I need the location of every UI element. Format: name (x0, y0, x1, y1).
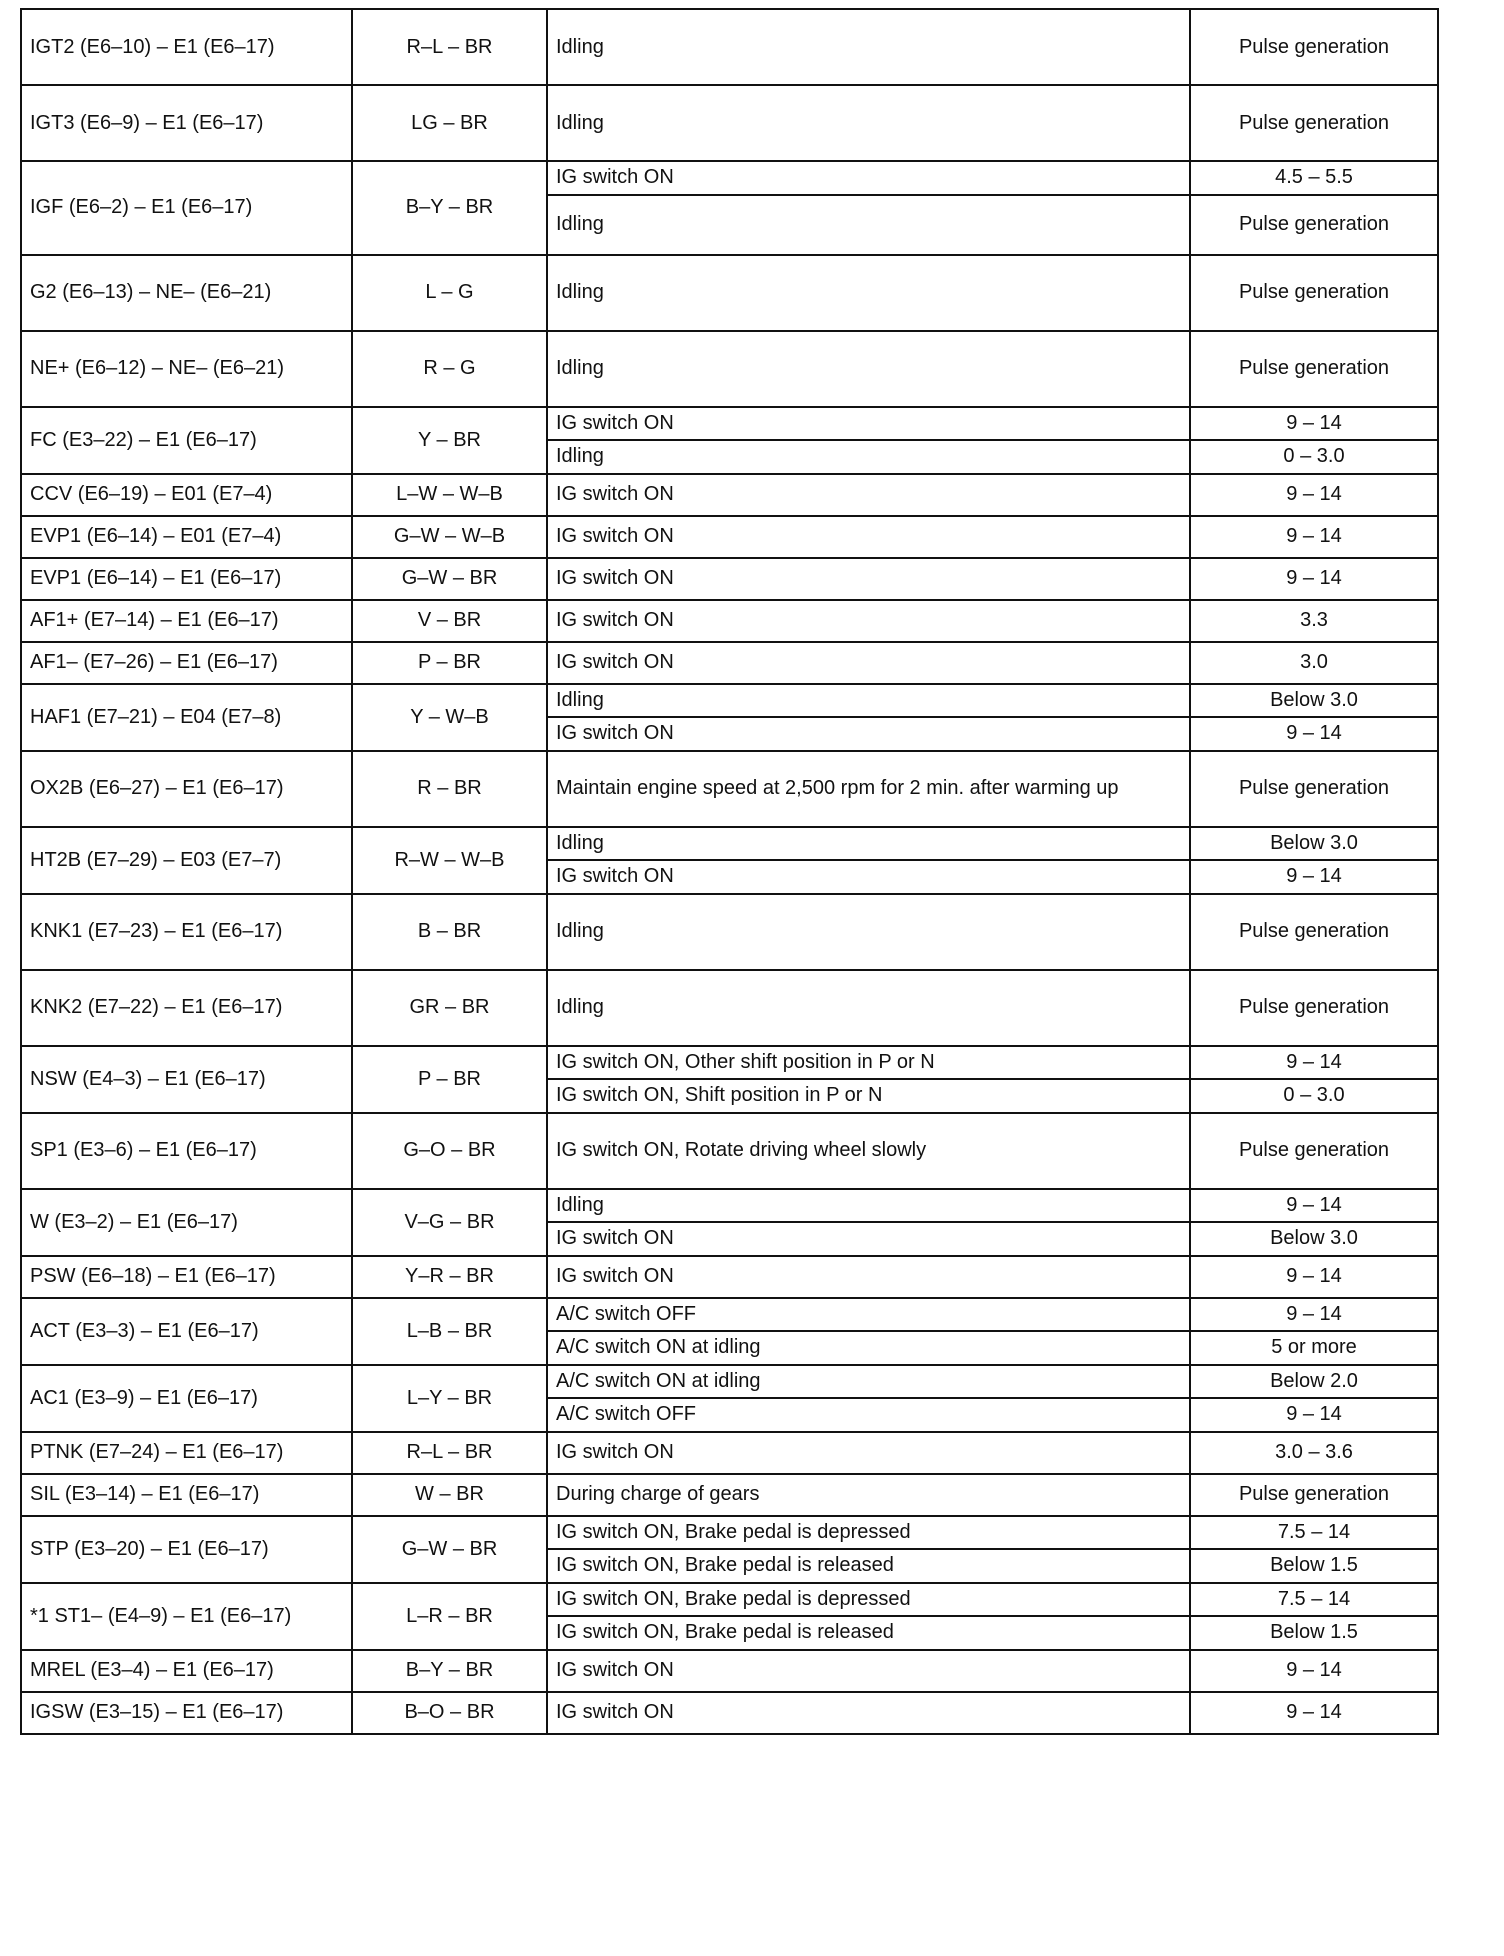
specified-condition-cell: Below 3.0 (1190, 1222, 1438, 1256)
terminal-cell: OX2B (E6–27) – E1 (E6–17) (21, 751, 352, 827)
condition-cell: IG switch ON (547, 1692, 1190, 1734)
specified-condition-cell: Pulse generation (1190, 1113, 1438, 1189)
specified-condition-cell: Below 1.5 (1190, 1549, 1438, 1583)
wire-color-cell: P – BR (352, 642, 547, 684)
table-row (21, 331, 1438, 407)
condition-cell: Idling (547, 85, 1190, 161)
wire-color-cell: B – BR (352, 894, 547, 970)
condition-cell: Idling (547, 894, 1190, 970)
terminal-cell: EVP1 (E6–14) – E01 (E7–4) (21, 516, 352, 558)
condition-cell: Maintain engine speed at 2,500 rpm for 2 min. after warming up (547, 751, 1190, 827)
table-row (21, 516, 1438, 558)
condition-cell: Idling (547, 827, 1190, 861)
table-row (21, 1256, 1438, 1298)
wire-color-cell: Y – W–B (352, 684, 547, 751)
wire-color-cell: LG – BR (352, 85, 547, 161)
terminal-cell: ACT (E3–3) – E1 (E6–17) (21, 1298, 352, 1365)
wire-color-cell: L – G (352, 255, 547, 331)
wire-color-cell: R–L – BR (352, 9, 547, 85)
specified-condition-cell: 3.0 – 3.6 (1190, 1432, 1438, 1474)
specified-condition-cell: Below 1.5 (1190, 1616, 1438, 1650)
condition-cell: Idling (547, 1189, 1190, 1223)
condition-cell: During charge of gears (547, 1474, 1190, 1516)
wire-color-cell: R–W – W–B (352, 827, 547, 894)
condition-cell: IG switch ON (547, 558, 1190, 600)
terminal-cell: *1 ST1– (E4–9) – E1 (E6–17) (21, 1583, 352, 1650)
specified-condition-cell: 3.0 (1190, 642, 1438, 684)
wire-color-cell: L–Y – BR (352, 1365, 547, 1432)
condition-cell: Idling (547, 331, 1190, 407)
specified-condition-cell: 5 or more (1190, 1331, 1438, 1365)
specified-condition-cell: Pulse generation (1190, 195, 1438, 255)
condition-cell: Idling (547, 970, 1190, 1046)
wire-color-cell: Y–R – BR (352, 1256, 547, 1298)
table-row (21, 558, 1438, 600)
specified-condition-cell: 9 – 14 (1190, 1398, 1438, 1432)
wire-color-cell: R – G (352, 331, 547, 407)
condition-cell: IG switch ON (547, 1222, 1190, 1256)
terminal-cell: NE+ (E6–12) – NE– (E6–21) (21, 331, 352, 407)
condition-cell: Idling (547, 440, 1190, 474)
specified-condition-cell: 9 – 14 (1190, 1256, 1438, 1298)
table-row (21, 1365, 1438, 1399)
wire-color-cell: B–O – BR (352, 1692, 547, 1734)
specified-condition-cell: 3.3 (1190, 600, 1438, 642)
table-row (21, 1432, 1438, 1474)
terminal-cell: SIL (E3–14) – E1 (E6–17) (21, 1474, 352, 1516)
wire-color-cell: G–W – BR (352, 558, 547, 600)
wire-color-cell: V–G – BR (352, 1189, 547, 1256)
table-row (21, 1692, 1438, 1734)
condition-cell: Idling (547, 195, 1190, 255)
specified-condition-cell: Pulse generation (1190, 85, 1438, 161)
condition-cell: A/C switch OFF (547, 1398, 1190, 1432)
terminal-cell: IGT2 (E6–10) – E1 (E6–17) (21, 9, 352, 85)
ecu-table-body (21, 9, 1438, 1734)
specified-condition-cell: Pulse generation (1190, 894, 1438, 970)
table-row (21, 1474, 1438, 1516)
table-row (21, 1583, 1438, 1617)
wire-color-cell: B–Y – BR (352, 1650, 547, 1692)
terminal-cell: IGSW (E3–15) – E1 (E6–17) (21, 1692, 352, 1734)
specified-condition-cell: 9 – 14 (1190, 860, 1438, 894)
wire-color-cell: R–L – BR (352, 1432, 547, 1474)
terminal-cell: IGT3 (E6–9) – E1 (E6–17) (21, 85, 352, 161)
terminal-cell: G2 (E6–13) – NE– (E6–21) (21, 255, 352, 331)
terminal-cell: FC (E3–22) – E1 (E6–17) (21, 407, 352, 474)
terminal-cell: SP1 (E3–6) – E1 (E6–17) (21, 1113, 352, 1189)
table-row (21, 684, 1438, 718)
terminal-cell: KNK2 (E7–22) – E1 (E6–17) (21, 970, 352, 1046)
condition-cell: IG switch ON (547, 717, 1190, 751)
condition-cell: IG switch ON (547, 407, 1190, 441)
specified-condition-cell: Pulse generation (1190, 1474, 1438, 1516)
table-row (21, 894, 1438, 970)
terminal-cell: MREL (E3–4) – E1 (E6–17) (21, 1650, 352, 1692)
wire-color-cell: G–W – BR (352, 1516, 547, 1583)
condition-cell: IG switch ON, Rotate driving wheel slowly (547, 1113, 1190, 1189)
condition-cell: A/C switch ON at idling (547, 1331, 1190, 1365)
table-row (21, 1298, 1438, 1332)
condition-cell: IG switch ON (547, 1432, 1190, 1474)
specified-condition-cell: Below 2.0 (1190, 1365, 1438, 1399)
condition-cell: IG switch ON (547, 161, 1190, 195)
condition-cell: IG switch ON, Brake pedal is released (547, 1616, 1190, 1650)
specified-condition-cell: 9 – 14 (1190, 717, 1438, 751)
specified-condition-cell: Pulse generation (1190, 331, 1438, 407)
wire-color-cell: GR – BR (352, 970, 547, 1046)
condition-cell: IG switch ON (547, 600, 1190, 642)
terminal-cell: STP (E3–20) – E1 (E6–17) (21, 1516, 352, 1583)
terminal-cell: NSW (E4–3) – E1 (E6–17) (21, 1046, 352, 1113)
wire-color-cell: W – BR (352, 1474, 547, 1516)
table-row (21, 600, 1438, 642)
condition-cell: IG switch ON, Brake pedal is depressed (547, 1516, 1190, 1550)
wire-color-cell: G–O – BR (352, 1113, 547, 1189)
terminal-cell: HT2B (E7–29) – E03 (E7–7) (21, 827, 352, 894)
specified-condition-cell: 9 – 14 (1190, 516, 1438, 558)
table-row (21, 642, 1438, 684)
terminal-cell: EVP1 (E6–14) – E1 (E6–17) (21, 558, 352, 600)
terminal-cell: AF1– (E7–26) – E1 (E6–17) (21, 642, 352, 684)
table-row (21, 255, 1438, 331)
specified-condition-cell: 9 – 14 (1190, 1046, 1438, 1080)
specified-condition-cell: Pulse generation (1190, 970, 1438, 1046)
table-row (21, 1189, 1438, 1223)
terminal-cell: HAF1 (E7–21) – E04 (E7–8) (21, 684, 352, 751)
table-row (21, 751, 1438, 827)
table-row (21, 1113, 1438, 1189)
terminal-cell: CCV (E6–19) – E01 (E7–4) (21, 474, 352, 516)
terminal-cell: AF1+ (E7–14) – E1 (E6–17) (21, 600, 352, 642)
table-row (21, 1046, 1438, 1080)
wire-color-cell: P – BR (352, 1046, 547, 1113)
terminal-cell: KNK1 (E7–23) – E1 (E6–17) (21, 894, 352, 970)
specified-condition-cell: Pulse generation (1190, 9, 1438, 85)
table-row (21, 85, 1438, 161)
condition-cell: IG switch ON, Other shift position in P or N (547, 1046, 1190, 1080)
terminal-cell: IGF (E6–2) – E1 (E6–17) (21, 161, 352, 255)
wire-color-cell: L–R – BR (352, 1583, 547, 1650)
condition-cell: Idling (547, 255, 1190, 331)
terminal-cell: W (E3–2) – E1 (E6–17) (21, 1189, 352, 1256)
specified-condition-cell: 9 – 14 (1190, 558, 1438, 600)
wire-color-cell: L–W – W–B (352, 474, 547, 516)
specified-condition-cell: 9 – 14 (1190, 474, 1438, 516)
condition-cell: Idling (547, 684, 1190, 718)
condition-cell: IG switch ON (547, 1650, 1190, 1692)
condition-cell: Idling (547, 9, 1190, 85)
condition-cell: IG switch ON (547, 516, 1190, 558)
table-row (21, 1650, 1438, 1692)
specified-condition-cell: 9 – 14 (1190, 1692, 1438, 1734)
specified-condition-cell: Pulse generation (1190, 255, 1438, 331)
specified-condition-cell: 4.5 – 5.5 (1190, 161, 1438, 195)
wire-color-cell: Y – BR (352, 407, 547, 474)
wire-color-cell: G–W – W–B (352, 516, 547, 558)
condition-cell: IG switch ON, Shift position in P or N (547, 1079, 1190, 1113)
specified-condition-cell: Below 3.0 (1190, 827, 1438, 861)
ecu-terminal-table (20, 8, 1439, 1735)
condition-cell: IG switch ON, Brake pedal is released (547, 1549, 1190, 1583)
table-row (21, 9, 1438, 85)
condition-cell: A/C switch OFF (547, 1298, 1190, 1332)
table-row (21, 161, 1438, 195)
table-row (21, 827, 1438, 861)
wire-color-cell: L–B – BR (352, 1298, 547, 1365)
specified-condition-cell: 9 – 14 (1190, 1189, 1438, 1223)
specified-condition-cell: 9 – 14 (1190, 1298, 1438, 1332)
specified-condition-cell: 0 – 3.0 (1190, 1079, 1438, 1113)
terminal-cell: PTNK (E7–24) – E1 (E6–17) (21, 1432, 352, 1474)
table-row (21, 970, 1438, 1046)
condition-cell: A/C switch ON at idling (547, 1365, 1190, 1399)
terminal-cell: AC1 (E3–9) – E1 (E6–17) (21, 1365, 352, 1432)
wire-color-cell: V – BR (352, 600, 547, 642)
condition-cell: IG switch ON (547, 1256, 1190, 1298)
condition-cell: IG switch ON (547, 860, 1190, 894)
specified-condition-cell: 9 – 14 (1190, 407, 1438, 441)
table-row (21, 1516, 1438, 1550)
condition-cell: IG switch ON, Brake pedal is depressed (547, 1583, 1190, 1617)
specified-condition-cell: Below 3.0 (1190, 684, 1438, 718)
wire-color-cell: R – BR (352, 751, 547, 827)
terminal-cell: PSW (E6–18) – E1 (E6–17) (21, 1256, 352, 1298)
condition-cell: IG switch ON (547, 642, 1190, 684)
table-row (21, 474, 1438, 516)
wire-color-cell: B–Y – BR (352, 161, 547, 255)
specified-condition-cell: 7.5 – 14 (1190, 1583, 1438, 1617)
specified-condition-cell: 7.5 – 14 (1190, 1516, 1438, 1550)
specified-condition-cell: 9 – 14 (1190, 1650, 1438, 1692)
specified-condition-cell: 0 – 3.0 (1190, 440, 1438, 474)
specified-condition-cell: Pulse generation (1190, 751, 1438, 827)
condition-cell: IG switch ON (547, 474, 1190, 516)
table-row (21, 407, 1438, 441)
